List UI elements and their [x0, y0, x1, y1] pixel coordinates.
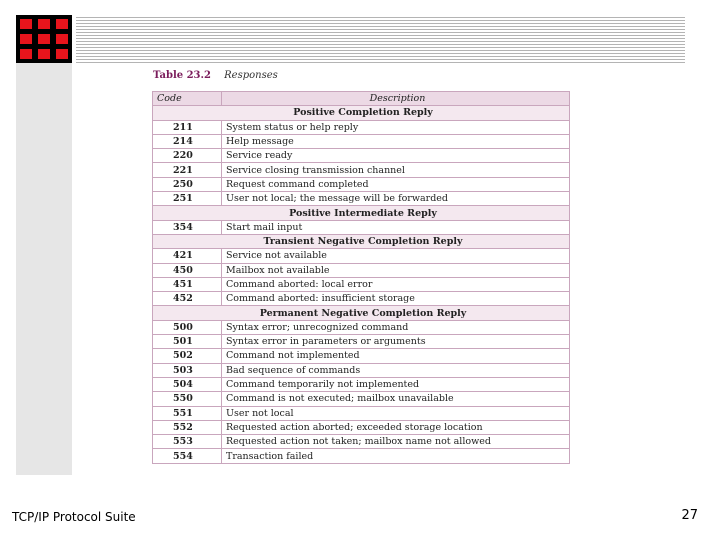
- reply-description: Requested action aborted; exceeded storage location: [222, 420, 570, 434]
- table-title: Responses: [224, 70, 278, 81]
- reply-code: 214: [153, 134, 222, 148]
- table-row: [153, 263, 570, 277]
- reply-description: Command not implemented: [222, 349, 570, 363]
- reply-description: Command aborted: insufficient storage: [222, 292, 570, 306]
- table-row: [153, 435, 570, 449]
- reply-code: 504: [153, 377, 222, 391]
- reply-description: User not local: [222, 406, 570, 420]
- left-sidebar-bar: [16, 63, 72, 475]
- reply-description: Service ready: [222, 149, 570, 163]
- table-row: [153, 192, 570, 206]
- page-number: 27: [681, 508, 698, 523]
- reply-description: Help message: [222, 134, 570, 148]
- table-row: [153, 320, 570, 334]
- reply-description: User not local; the message will be forwarded: [222, 192, 570, 206]
- reply-code: 550: [153, 392, 222, 406]
- reply-description: Start mail input: [222, 220, 570, 234]
- table-row: [153, 449, 570, 463]
- reply-code: 552: [153, 420, 222, 434]
- reply-code: 502: [153, 349, 222, 363]
- section-title: Positive Completion Reply: [153, 106, 570, 120]
- reply-description: Syntax error in parameters or arguments: [222, 335, 570, 349]
- code-column-header: Code: [153, 92, 222, 106]
- section-header-row: [153, 206, 570, 220]
- reply-description: Requested action not taken; mailbox name not allowed: [222, 435, 570, 449]
- reply-description: Service not available: [222, 249, 570, 263]
- logo-grid: [16, 15, 72, 63]
- reply-code: 211: [153, 120, 222, 134]
- reply-code: 501: [153, 335, 222, 349]
- reply-description: Command is not executed; mailbox unavailable: [222, 392, 570, 406]
- reply-code: 250: [153, 177, 222, 191]
- reply-description: Syntax error; unrecognized command: [222, 320, 570, 334]
- table-row: [153, 292, 570, 306]
- reply-code: 452: [153, 292, 222, 306]
- table-caption: [153, 70, 278, 81]
- section-header-row: [153, 306, 570, 320]
- reply-description: Command temporarily not implemented: [222, 377, 570, 391]
- reply-code: 421: [153, 249, 222, 263]
- reply-code: 251: [153, 192, 222, 206]
- table-row: [153, 177, 570, 191]
- reply-description: System status or help reply: [222, 120, 570, 134]
- description-column-header: Description: [222, 92, 570, 106]
- table-row: [153, 363, 570, 377]
- table-row: [153, 120, 570, 134]
- table-row: [153, 392, 570, 406]
- section-header-row: [153, 106, 570, 120]
- table-row: [153, 406, 570, 420]
- reply-code: 221: [153, 163, 222, 177]
- reply-code: 450: [153, 263, 222, 277]
- table-row: [153, 420, 570, 434]
- table-row: [153, 134, 570, 148]
- reply-description: Request command completed: [222, 177, 570, 191]
- section-title: Positive Intermediate Reply: [153, 206, 570, 220]
- reply-code: 503: [153, 363, 222, 377]
- reply-description: Transaction failed: [222, 449, 570, 463]
- reply-code: 500: [153, 320, 222, 334]
- reply-description: Command aborted: local error: [222, 277, 570, 291]
- table-row: [153, 349, 570, 363]
- reply-description: Service closing transmission channel: [222, 163, 570, 177]
- reply-description: Bad sequence of commands: [222, 363, 570, 377]
- header-stripe-band: [76, 17, 685, 63]
- reply-code: 354: [153, 220, 222, 234]
- table-row: [153, 149, 570, 163]
- table-row: [153, 335, 570, 349]
- footer-text: TCP/IP Protocol Suite: [12, 510, 136, 524]
- reply-code: 553: [153, 435, 222, 449]
- reply-code: 451: [153, 277, 222, 291]
- reply-code: 551: [153, 406, 222, 420]
- table-header-row: [153, 92, 570, 106]
- table-row: [153, 163, 570, 177]
- table-row: [153, 249, 570, 263]
- reply-code: 554: [153, 449, 222, 463]
- table-row: [153, 220, 570, 234]
- section-header-row: [153, 234, 570, 248]
- section-title: Permanent Negative Completion Reply: [153, 306, 570, 320]
- table-row: [153, 377, 570, 391]
- table-row: [153, 277, 570, 291]
- section-title: Transient Negative Completion Reply: [153, 234, 570, 248]
- reply-code: 220: [153, 149, 222, 163]
- reply-description: Mailbox not available: [222, 263, 570, 277]
- table-number: Table 23.2: [153, 70, 211, 81]
- responses-table: [152, 91, 570, 464]
